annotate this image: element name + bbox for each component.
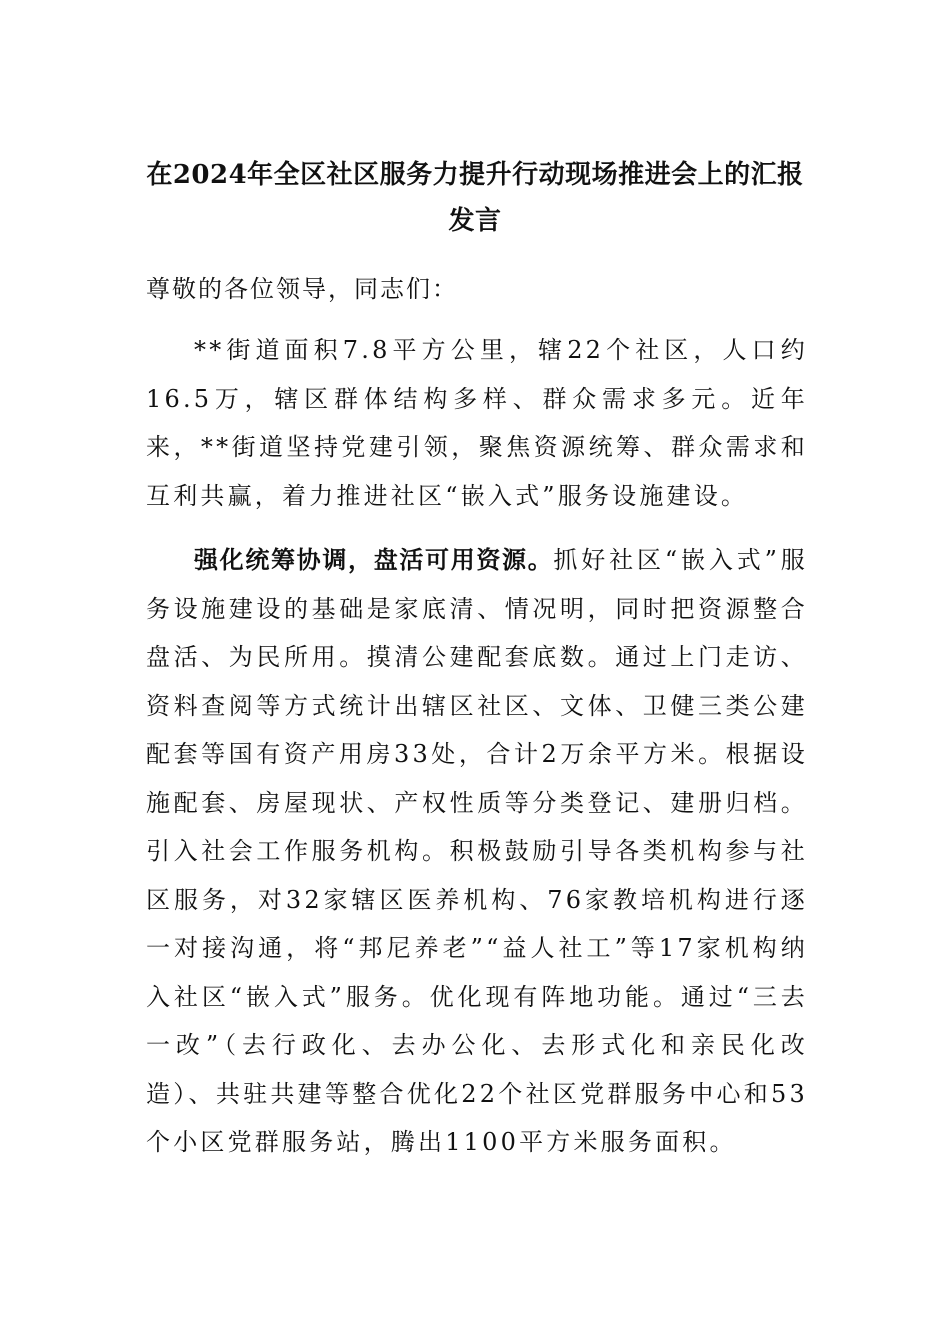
document-title: 在2024年全区社区服务力提升行动现场推进会上的汇报发言 [146, 160, 804, 236]
paragraph-intro [146, 326, 808, 520]
greeting: 尊敬的各位领导，同志们： [146, 275, 458, 303]
paragraph-lead-heading: 强化统筹协调，盘活可用资源。 [194, 545, 554, 574]
paragraph-text: **街道面积7.8平方公里，辖22个社区，人口约16.5万，辖区群体结构多样、群众需求多元。近年来，**街道坚持党建引领，聚焦资源统筹、群众需求和互利共赢，着力推进社区“嵌入式”服务设施建设。 [146, 336, 808, 510]
paragraph-text: 抓好社区“嵌入式”服务设施建设的基础是家底清、情况明，同时把资源整合盘活、为民所用。摸清公建配套底数。通过上门走访、资料查阅等方式统计出辖区社区、文体、卫健三类公建配套等国有资产用房33处，合计2万余平方米。根据设施配套、房屋现状、产权性质等分类登记、建册归档。引入社会工作服务机构。积极鼓励引导各类机构参与社区服务，对32家辖区医养机构、76家教培机构进行逐一对接沟通，将“邦尼养老”“益人社工”等17家机构纳入社区“嵌入式”服务。优化现有阵地功能。通过“三去一改”（去行政化、去办公化、去形式化和亲民化改造）、共驻共建等整合优化22个社区党群服务中心和53个小区党群服务站，腾出1100平方米服务面积。 [146, 546, 808, 1156]
paragraph-resources [146, 536, 808, 1167]
